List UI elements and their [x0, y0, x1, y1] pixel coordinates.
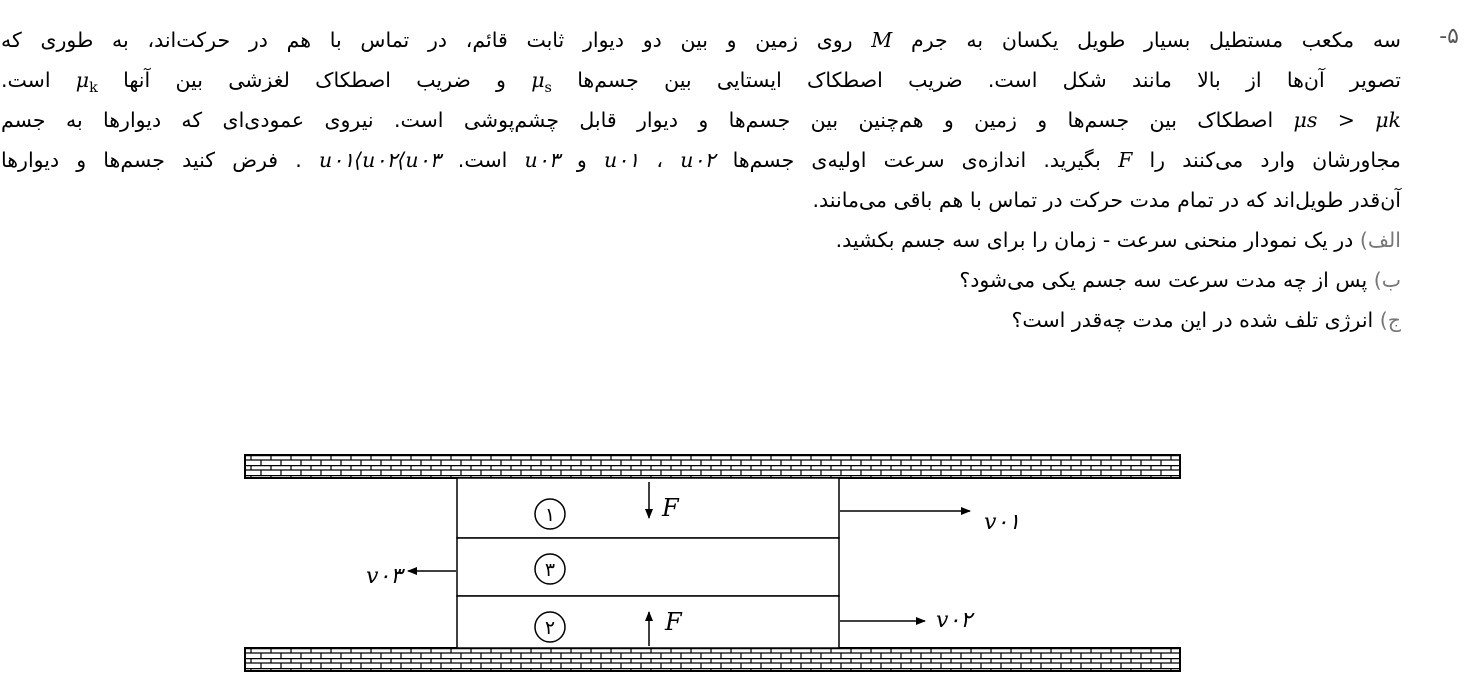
mass-symbol: M [871, 28, 893, 52]
block-1 [457, 478, 839, 538]
block-2-label: ۲ [544, 617, 556, 639]
friction-inequality: μs > μk [1293, 108, 1401, 132]
part-c: ج) انرژی تلف شده در این مدت چه‌قدر است؟ [1011, 308, 1401, 332]
velocity-label-3: v۰۳ [366, 564, 403, 589]
text-line-3: μs > μk اصطکاک بین جسم‌ها و زمین و هم‌چنین بین جسم‌ها و دیوار قابل چشم‌پوشی است. نیروی عمودی‌ای که دیوارها به جسم [1, 108, 1401, 132]
mu-k-symbol: $\mu_k$ [75, 68, 98, 97]
block-2 [457, 596, 839, 648]
u01-symbol: u۰۱ [603, 148, 640, 172]
text-line-4: مجاورشان وارد می‌کنند را F بگیرید. اندازه‌ی سرعت اولیه‌ی جسم‌ها u۰۱ ، u۰۲ و u۰۳ است. u۰۱⟨u۰۲⟨u۰۳ . فرض کنید جسم‌ها و دیوارها [1, 148, 1401, 172]
u03-symbol: u۰۳ [524, 148, 560, 172]
block-1-label: ۱ [544, 504, 556, 526]
u02-symbol: u۰۲ [680, 148, 716, 172]
part-a: الف) در یک نمودار منحنی سرعت - زمان را برای سه جسم بکشید. [835, 228, 1401, 252]
text-line-5: آن‌قدر طویل‌اند که در تمام مدت حرکت در تماس با هم باقی می‌مانند. [812, 188, 1401, 212]
velocity-order: u۰۱⟨u۰۲⟨u۰۳ [318, 148, 441, 172]
part-b: ب) پس از چه مدت سرعت سه جسم یکی می‌شود؟ [959, 268, 1401, 292]
top-wall [245, 455, 1180, 478]
force-label-bottom: F [665, 608, 682, 636]
velocity-label-2: v۰۲ [936, 608, 973, 633]
question-number: -۵ [1439, 24, 1459, 49]
velocity-label-1: v۰۱ [984, 510, 1021, 535]
force-symbol: F [1118, 148, 1133, 172]
block-3 [457, 538, 839, 596]
text-line-1: سه مکعب مستطیل بسیار طویل یکسان به جرم M روی زمین و بین دو دیوار ثابت قائم، در تماس با هم در حرکت‌اند، به طوری که [1, 28, 1401, 52]
force-label-top: F [662, 494, 679, 522]
text-line-2: تصویر آن‌ها از بالا مانند شکل است. ضریب اصطکاک ایستایی بین جسم‌ها $\mu_s$ و ضریب اصطکاک لغزشی بین آنها $\mu_k$ است. [1, 68, 1401, 97]
bottom-wall [245, 648, 1180, 671]
mu-s-symbol: $\mu_s$ [531, 68, 552, 97]
block-3-label: ۳ [544, 559, 556, 581]
